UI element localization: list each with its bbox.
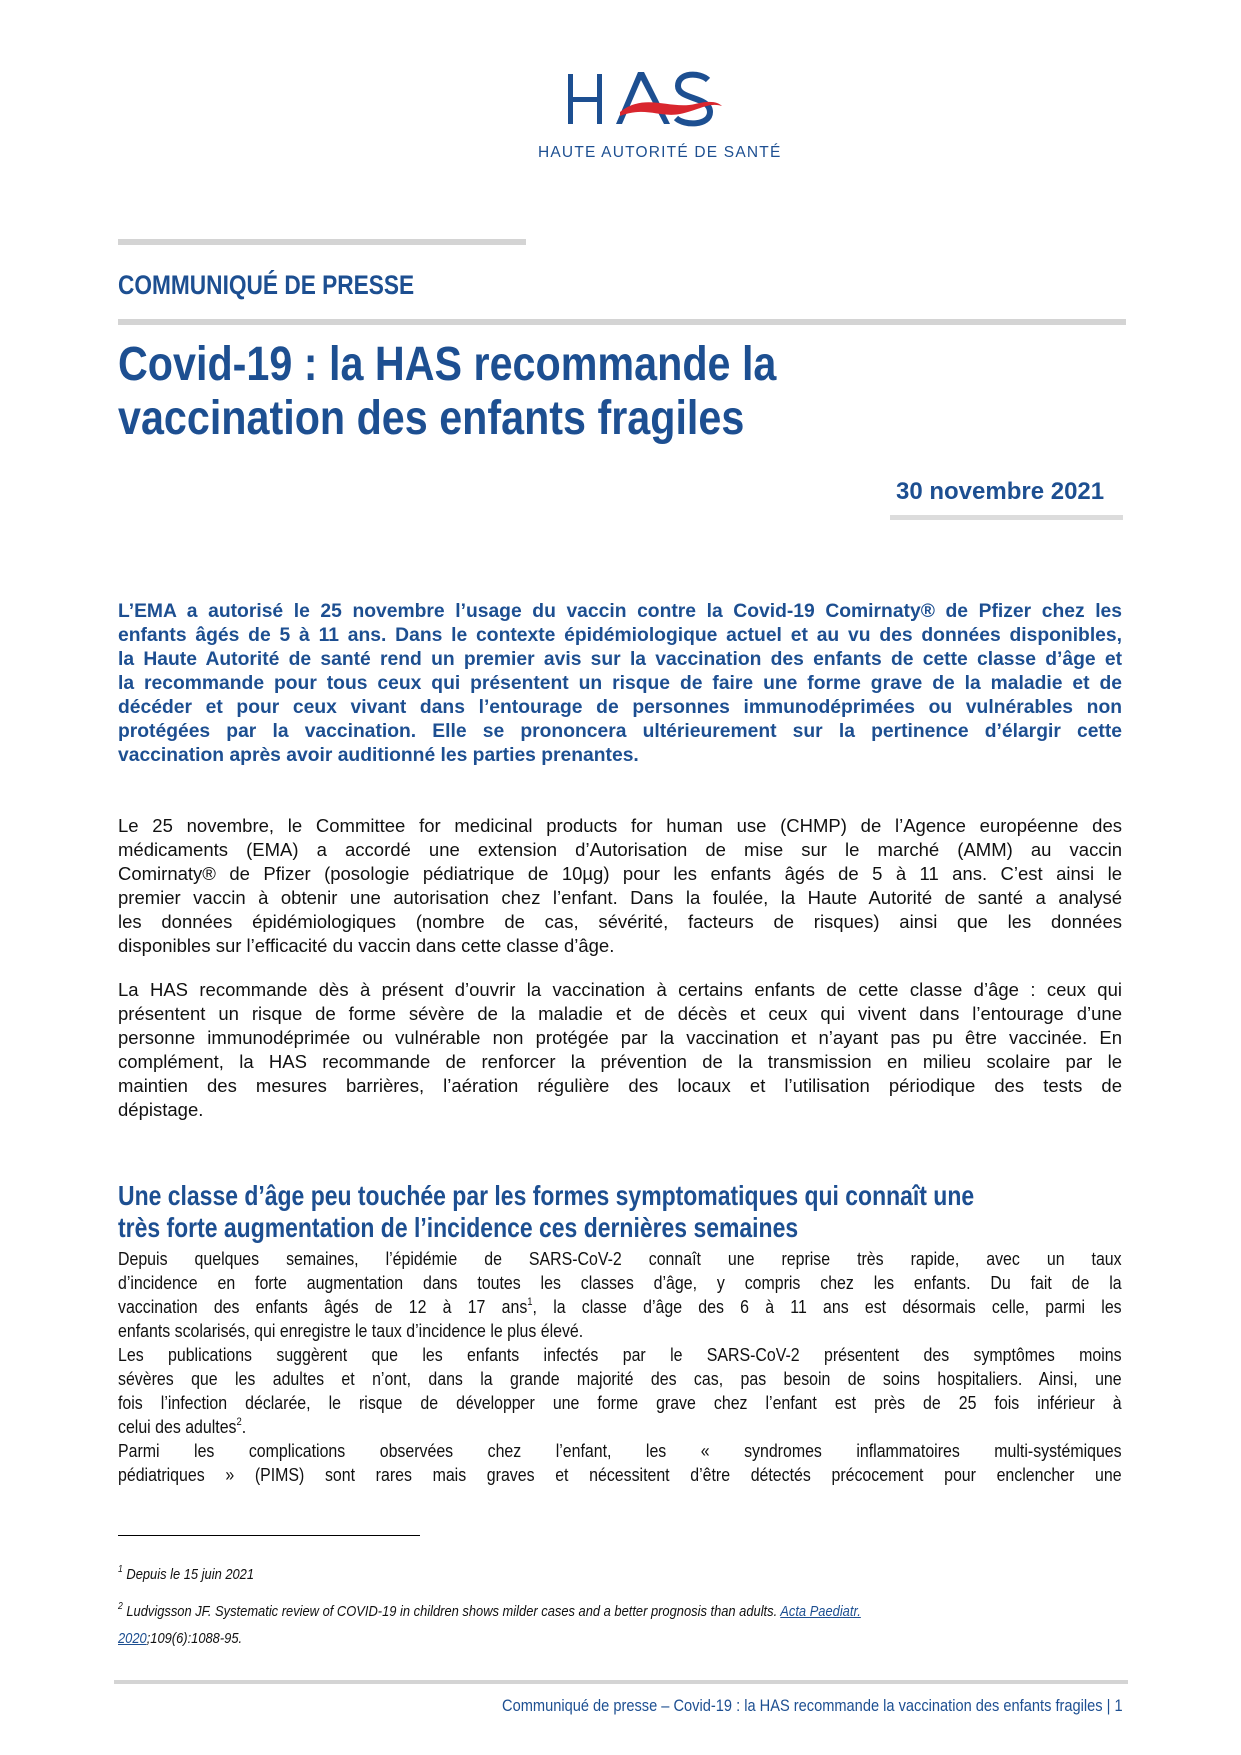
text-line: disponibles sur l’efficacité du vaccin dans cette classe d’âge. — [118, 935, 615, 956]
page-footer: Communiqué de presse – Covid-19 : la HAS recommande la vaccination des enfants fragiles | 1 — [502, 1696, 1123, 1715]
text-line: maintien des mesures barrières, l’aération régulière des locaux et l’utilisation périodique des tests de — [118, 1075, 1122, 1096]
text-line: premier vaccin à obtenir une autorisation chez l’enfant. Dans la foulée, la Haute Autorité de santé a analysé — [118, 887, 1122, 908]
heading-line: Une classe d’âge peu touchée par les formes symptomatiques qui connaît une — [118, 1180, 975, 1211]
text-line: Les publications suggèrent que les enfants infectés par le SARS-CoV-2 présentent des symptômes moins — [118, 1344, 1122, 1365]
text-fragment: vaccination des enfants âgés de 12 à 17 ans — [118, 1296, 528, 1317]
text-line: La HAS recommande dès à présent d’ouvrir la vaccination à certains enfants de cette classe d’âge : ceux qui — [118, 979, 1122, 1000]
footnote-ref[interactable]: 1 — [527, 1296, 533, 1308]
footnote-text: ;109(6):1088-95. — [146, 1630, 243, 1647]
body-paragraph — [118, 1439, 1122, 1487]
lead-line: vaccination après avoir auditionné les parties prenantes. — [118, 745, 639, 766]
has-logo-mark-icon — [560, 62, 760, 142]
header-divider — [118, 319, 1126, 325]
text-line: enfants scolarisés, qui enregistre le taux d’incidence le plus élevé. — [118, 1320, 584, 1341]
lead-line: enfants âgés de 5 à 11 ans. Dans le contexte épidémiologique actuel et au vu des données disponibles, — [118, 625, 1122, 646]
page-title — [118, 338, 776, 446]
text-line — [118, 1415, 1122, 1439]
citation-link[interactable]: Acta Paediatr. — [780, 1603, 861, 1620]
text-line: pédiatriques » (PIMS) sont rares mais graves et nécessitent d’être détectés précocement pour enclencher une — [118, 1464, 1122, 1485]
footnote-number: 2 — [118, 1601, 123, 1612]
lead-paragraph — [118, 600, 1122, 768]
footnote-ref[interactable]: 2 — [236, 1416, 242, 1428]
lead-line: protégées par la vaccination. Elle se prononcera ultérieurement sur la pertinence d’élargir cette — [118, 721, 1122, 742]
text-line: présentent un risque de forme sévère de la maladie et de décès et ceux qui vivent dans l’entourage d’une — [118, 1003, 1122, 1024]
citation-link-year[interactable]: 2020 — [118, 1630, 147, 1647]
text-line: sévères que les adultes et n’ont, dans la grande majorité des cas, pas besoin de soins hospitaliers. Ainsi, une — [118, 1368, 1122, 1389]
logo-subtitle: HAUTE AUTORITÉ DE SANTÉ — [538, 144, 782, 161]
document-type: COMMUNIQUÉ DE PRESSE — [118, 270, 415, 300]
text-line: dépistage. — [118, 1099, 204, 1120]
lead-line: L’EMA a autorisé le 25 novembre l’usage du vaccin contre la Covid-19 Comirnaty® de Pfizer chez les — [118, 601, 1122, 622]
text-line: personne immunodéprimée ou vulnérable non protégée par la vaccination et n’ayant pas pu être vaccinée. En — [118, 1027, 1122, 1048]
text-fragment: . — [241, 1416, 247, 1437]
text-line — [118, 1295, 1122, 1319]
text-line: médicaments (EMA) a accordé une extension d’Autorisation de mise sur le marché (AMM) au vaccin — [118, 839, 1122, 860]
body-paragraph — [118, 1343, 1122, 1439]
section-heading — [118, 1180, 974, 1244]
text-line: Comirnaty® de Pfizer (posologie pédiatrique de 10µg) pour les enfants âgés de 5 à 11 ans. C’est ainsi le — [118, 863, 1122, 884]
footnote-text: Ludvigsson JF. Systematic review of COVID-19 in children shows milder cases and a better prognosis than adults. — [126, 1603, 781, 1620]
lead-line: décéder et pour ceux vivant dans l’entourage de personnes immunodéprimées ou vulnérables non — [118, 697, 1122, 718]
text-line: les données épidémiologiques (nombre de cas, sévérité, facteurs de risques) ainsi que les données — [118, 911, 1122, 932]
footnote-separator — [118, 1535, 420, 1536]
body-paragraph — [118, 814, 1122, 958]
text-line: Depuis quelques semaines, l’épidémie de SARS-CoV-2 connaît une reprise très rapide, avec un taux — [118, 1248, 1122, 1269]
publication-date: 30 novembre 2021 — [896, 478, 1105, 505]
heading-line: très forte augmentation de l’incidence ces dernières semaines — [118, 1212, 799, 1243]
text-line: fois l’infection déclarée, le risque de développer une forme grave chez l’enfant est près de 25 fois inférieur à — [118, 1392, 1122, 1413]
body-paragraph — [118, 978, 1122, 1122]
footnote-number: 1 — [118, 1564, 123, 1575]
footnote-1 — [118, 1566, 254, 1583]
footnote-2 — [118, 1603, 861, 1620]
text-fragment: , la classe d’âge des 6 à 11 ans est désormais celle, parmi les — [532, 1296, 1122, 1317]
has-logo — [538, 62, 782, 172]
text-line: Parmi les complications observées chez l’enfant, les « syndromes inflammatoires multi-systémiques — [118, 1440, 1122, 1461]
text-line: complément, la HAS recommande de renforcer la prévention de la transmission en milieu scolaire par le — [118, 1051, 1122, 1072]
footnote-2-continued — [118, 1630, 242, 1647]
title-line: vaccination des enfants fragiles — [118, 392, 745, 445]
lead-line: la Haute Autorité de santé rend un premier avis sur la vaccination des enfants de cette classe d’âge et — [118, 649, 1122, 670]
text-line: Le 25 novembre, le Committee for medicinal products for human use (CHMP) de l’Agence européenne des — [118, 815, 1122, 836]
body-paragraph — [118, 1247, 1122, 1343]
lead-line: la recommande pour tous ceux qui présentent un risque de faire une forme grave de la maladie et de — [118, 673, 1122, 694]
text-fragment: celui des adultes — [118, 1416, 237, 1437]
text-line: d’incidence en forte augmentation dans toutes les classes d’âge, y compris chez les enfants. Du fait de la — [118, 1272, 1122, 1293]
date-divider — [890, 515, 1123, 520]
top-divider — [118, 239, 526, 245]
footnote-text: Depuis le 15 juin 2021 — [126, 1566, 255, 1583]
footer-divider — [114, 1680, 1128, 1684]
title-line: Covid-19 : la HAS recommande la — [118, 338, 777, 391]
